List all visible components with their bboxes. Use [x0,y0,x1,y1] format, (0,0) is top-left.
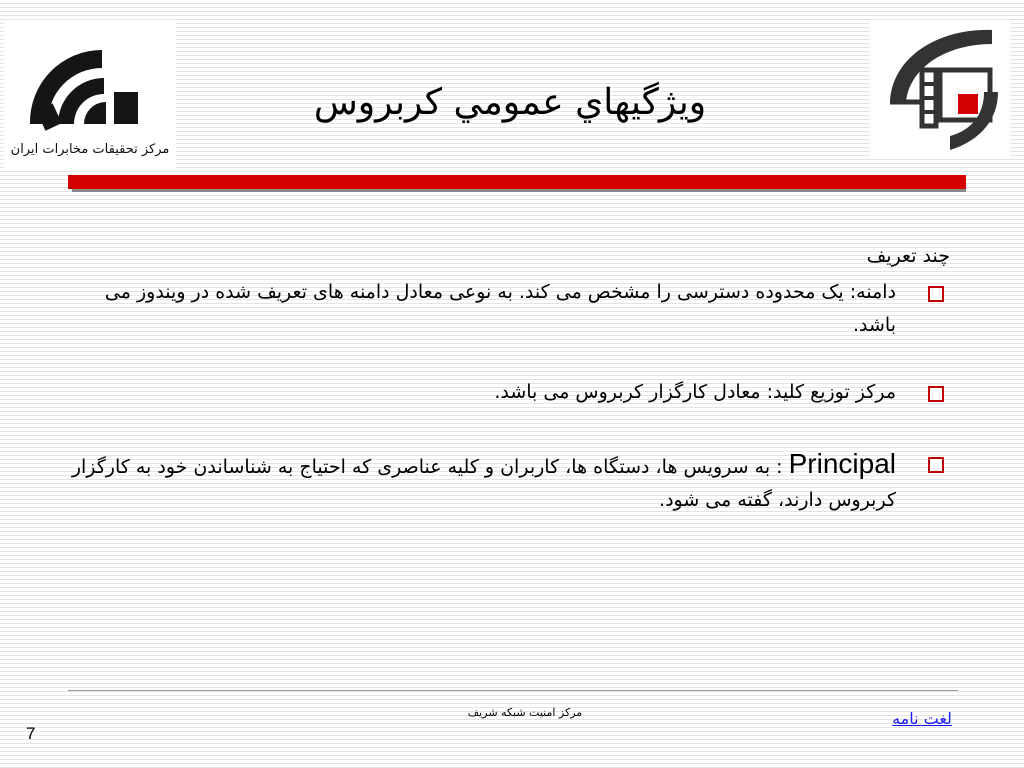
bullet-text [70,447,896,517]
square-bullet-icon [928,457,944,473]
title-divider-shadow [72,189,966,192]
definitions-heading: چند تعریف [866,245,950,267]
glossary-link[interactable]: لغت نامه [892,709,952,728]
left-logo [4,22,176,168]
principal-term: Principal [788,448,896,479]
left-logo-caption: مرکز تحقیقات مخابرات ایران [10,142,170,157]
bullet-text: مرکز توزیع کلید: معادل کارگزار کربروس می باشد. [494,381,896,403]
slide-title: ويژگيهاي عمومي كربروس [313,82,707,123]
wifi-signal-icon [20,28,160,138]
square-bullet-icon [928,386,944,402]
organization-emblem-icon [870,22,1010,158]
right-logo [870,22,1010,158]
bullet-item-domain [70,276,950,342]
footer-organization: مرکز امنیت شبکه شریف [467,706,583,719]
principal-definition: : به سرویس ها، دستگاه ها، کاربران و کلیه عناصری که احتیاج به شناساندن خود به کارگزار کربروس دارند، گفته می شود. [71,456,896,511]
square-bullet-icon [928,286,944,302]
title-divider-bar [68,175,966,189]
slide-content [70,240,950,517]
bullet-item-kdc [70,376,950,409]
footer-divider [68,690,958,691]
bullet-item-principal [70,447,950,517]
page-number: 7 [26,724,36,743]
bullet-text: دامنه: یک محدوده دسترسی را مشخص می کند. به نوعی معادل دامنه های تعریف شده در ویندوز می باشد. [104,281,896,336]
